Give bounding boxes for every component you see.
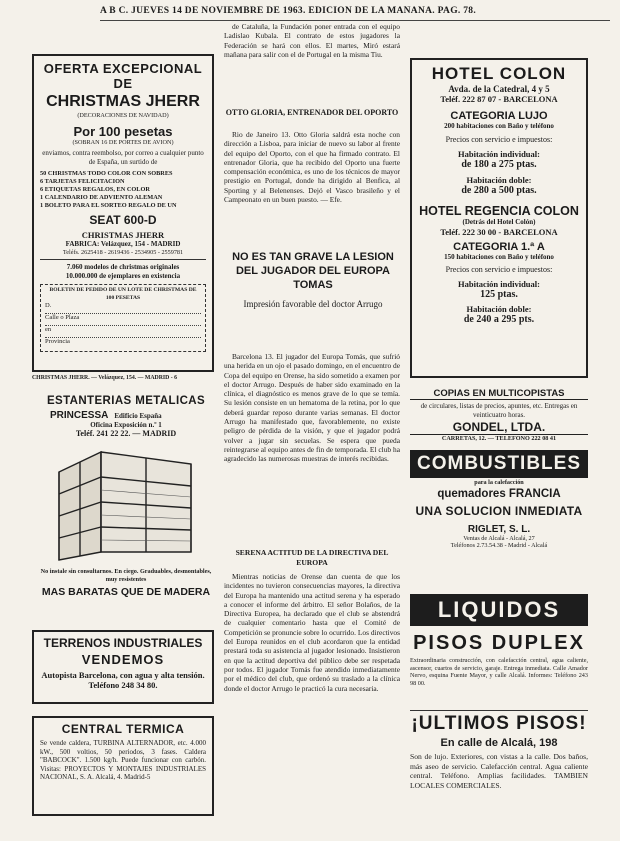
ad-christmas-stats1: 7.060 modelos de christmas originales	[66, 263, 180, 271]
order-coupon	[40, 284, 206, 352]
ad-christmas-price-note: (SOBRAN 16 DE PORTES DE AVION)	[72, 138, 174, 146]
hotel-regencia-prices-title: Precios con servicio e impuestos:	[445, 265, 553, 274]
ad-christmas-stats2: 10.000.000 de ejemplares en existencia	[65, 271, 181, 280]
combustibles-addr1: Ventas de Alcalá - Alcalá, 27	[463, 534, 535, 542]
hotel-colon-category: CATEGORIA LUJO	[450, 110, 548, 122]
article-gloria-headline: OTTO GLORIA, ENTRENADOR DEL OPORTO	[225, 108, 399, 117]
ad-liquidos: LIQUIDOS	[410, 594, 588, 626]
ad-terrenos	[32, 630, 214, 704]
ad-christmas	[32, 54, 214, 372]
hotel-regencia-category: CATEGORIA 1.ª A	[453, 240, 545, 253]
hotel-regencia-dbl-price: de 240 a 295 pts.	[463, 313, 535, 325]
copias-company: GONDEL, LTDA.	[452, 420, 546, 434]
ad-estanterias-slogan: MAS BARATAS QUE DE MADERA	[41, 586, 211, 598]
hotel-colon-prices-title: Precios con servicio e impuestos:	[445, 134, 553, 144]
ad-christmas-price: Por 100 pesetas	[73, 123, 173, 139]
hotel-colon-dbl-label: Habitación doble:	[466, 175, 532, 185]
hotel-regencia-ind-label: Habitación individual:	[458, 278, 540, 289]
ad-christmas-address: FABRICA: Velázquez, 154 - MADRID	[65, 240, 181, 248]
hotel-regencia-ind-price: 125 ptas.	[480, 288, 518, 300]
coupon-field-province[interactable]: Provincia	[45, 338, 70, 345]
hotel-regencia-dbl-label: Habitación doble:	[466, 303, 532, 314]
ad-christmas-intro: enviamos, contra reembolso, por correo a cualquier punto de España, un surtido de	[42, 149, 204, 166]
combustibles-company: RIGLET, S. L.	[467, 523, 531, 535]
ad-estanterias-note: No instale sin consultarnos. En ciego. Graduables, desmontables, muy resistentes	[40, 568, 212, 583]
hotel-colon-name: HOTEL COLON	[431, 64, 567, 83]
ad-christmas-footer: CHRISTMAS JHERR. — Velázquez, 154. — MADRID - 6	[32, 375, 178, 381]
ad-terrenos-text: Autopista Barcelona, con agua y alta tensión. Teléfono 248 34 80.	[41, 670, 205, 690]
ad-christmas-item: 50 CHRISTMAS TODO COLOR CON SOBRES	[40, 170, 173, 177]
article-main-headline1: NO ES TAN GRAVE LA LESION	[232, 251, 394, 263]
article-main-headline4: SERENA ACTITUD DE LA DIRECTIVA DEL EUROPA	[235, 548, 389, 567]
article-main-body1	[224, 352, 400, 542]
ad-estanterias-title: ESTANTERIAS METALICAS	[46, 395, 206, 407]
coupon-field-town[interactable]: en	[45, 326, 201, 338]
article-main-headline2: DEL JUGADOR DEL EUROPA	[235, 265, 391, 277]
ad-estanterias-line1: Edificio España	[114, 412, 162, 420]
ad-christmas-phones: Teléfs. 2625418 - 2619436 - 2534905 - 2559781	[62, 248, 184, 256]
combustibles-sub: para la calefacción	[474, 479, 524, 486]
article-top	[224, 22, 400, 104]
copias-address: CARRETAS, 12. — TELEFONO 222 08 41	[410, 434, 588, 443]
ad-christmas-items	[40, 170, 206, 210]
ad-estanterias-line2: Oficina Exposición n.º 1	[90, 421, 162, 429]
ad-hotel-colon	[410, 58, 588, 378]
hotel-colon-ind-label: Habitación individual:	[458, 149, 540, 159]
ad-estanterias-company: PRINCESSA	[50, 410, 109, 421]
shelving-illustration	[51, 442, 201, 564]
article-main-subhead: Impresión favorable del doctor Arrugo	[243, 299, 383, 309]
hotel-regencia-phone: Teléf. 222 30 00 - BARCELONA	[440, 226, 558, 237]
article-main-text1: Barcelona 13. El jugador del Europa Tomás, que sufrió una herida en un ojo el pasado domingo, en el encuentro de Copa del equipo en Orense, ha sido sometido a examen por el doctor Arrugo. Después de haber sido examinado en la clínica, el diagnóstico es menos grave de lo que se temía. Su lesión consiste en un hematoma de la retina, por lo que deberá guardar reposo durante varias semanas. El doctor Arrugo ha manifestado que, favorablemente, no existe peligro de pérdida de la visión, y que el jugador podrá volver a jugar sin secuelas. Se espera que pueda reintegrarse al equipo antes de fin de temporada. El club ha agradecido las numerosas muestras de interés recibidas.	[224, 352, 400, 464]
article-main-body2	[224, 572, 400, 828]
hotel-colon-ind-price: de 180 a 275 ptas.	[461, 159, 537, 170]
combustibles-line1: quemadores FRANCIA	[437, 487, 561, 500]
ad-christmas-brand: CHRISTMAS JHERR	[81, 230, 165, 240]
ad-christmas-subtitle: (DECORACIONES DE NAVIDAD)	[77, 112, 169, 119]
ad-ultimos-pisos	[410, 710, 588, 830]
article-main-headline3: TOMAS	[293, 279, 333, 291]
ad-terrenos-subtitle: VENDEMOS	[81, 652, 165, 667]
hotel-colon-phone: Teléf. 222 87 07 - BARCELONA	[440, 94, 558, 104]
article-gloria	[224, 130, 400, 245]
hotel-colon-address: Avda. de la Catedral, 4 y 5	[448, 84, 550, 94]
ad-central-title: CENTRAL TERMICA	[61, 722, 185, 736]
ad-terrenos-title: TERRENOS INDUSTRIALES	[43, 636, 203, 650]
ad-central-termica	[32, 716, 214, 816]
hotel-regencia-sub: (Detrás del Hotel Colón)	[462, 218, 536, 226]
ad-christmas-item: 1 BOLETO PARA EL SORTEO REGALO DE UN	[40, 202, 177, 209]
combustibles-addr2: Teléfonos 2.73.54.38 - Madrid - Alcalá	[450, 542, 548, 549]
hotel-regencia-rooms: 150 habitaciones con Baño y teléfono	[444, 252, 554, 261]
coupon-field-name[interactable]: D.	[45, 302, 201, 314]
ad-christmas-title2: CHRISTMAS JHERR	[46, 93, 200, 110]
ad-estanterias-phone: Teléf. 241 22 22. — MADRID	[75, 428, 177, 438]
ad-christmas-item: 1 CALENDARIO DE ADVIENTO ALEMAN	[40, 194, 163, 201]
ad-estanterias	[36, 395, 216, 627]
copias-title: COPIAS EN MULTICOPISTAS	[410, 388, 588, 400]
pisos-duplex-title: PISOS DUPLEX	[413, 632, 585, 654]
combustibles-title: COMBUSTIBLES	[410, 450, 588, 478]
coupon-field-street[interactable]: Calle o Plaza	[45, 314, 201, 326]
ad-christmas-item: 6 ETIQUETAS REGALOS, EN COLOR	[40, 186, 150, 193]
ad-copias	[410, 388, 588, 444]
page-header: A B C. JUEVES 14 DE NOVIEMBRE DE 1963. EDICION DE LA MAÑANA. PAG. 78.	[100, 6, 610, 21]
hotel-colon-dbl-price: de 280 a 500 ptas.	[461, 185, 537, 196]
combustibles-line2: UNA SOLUCION INMEDIATA	[415, 503, 583, 518]
ad-central-text: Se vende caldera, TURBINA ALTERNADOR, etc. 4.000 kW., 500 voltios, 50 periodos, 3 fases. Caldera "BABCOCK". 1.500 kg/h. Puede funcionar con carbón. Visitas: PROYECTOS Y MONTAJES INDUSTRIALES NACIONAL, S. A. Alcalá, 4. Madrid-5	[40, 739, 206, 781]
ultimos-text: Son de lujo. Exteriores, con vistas a la calle. Dos baños, más aseo de servicio. Calefacción central. Agua caliente central. Teléfono. Amplias facilidades. TAMBIEN LOCALES COMERCIALES.	[410, 752, 588, 790]
ultimos-location: En calle de Alcalá, 198	[440, 737, 558, 749]
article-gloria-text: Rio de Janeiro 13. Otto Gloria saldrá esta noche con dirección a Lisboa, para iniciar de nuevo su labor al frente del equipo del Oporto, con el que ha firmado contrato. El entrenador Gloria, que ha recibido del Oporto una fuerte compensación económica, es uno de los técnicos de mayor prestigio en Portugal, donde ha dirigido al Benfica, al Sporting y al Belenenses. Dejó el Vasco brasileño y el Campeonato en un buen puesto. — Efe.	[224, 130, 400, 205]
coupon-title: BOLETIN DE PEDIDO DE UN LOTE DE CHRISTMAS DE 100 PESETAS	[49, 287, 197, 301]
article-main-headline	[224, 250, 402, 310]
pisos-duplex-text: Extraordinaria construcción, con calefacción central, agua caliente, ascensor, cuartos de servicio, garaje. Entrega inmediata. Calle Amador Nervo, esquina Fuente Mayor, y calle Alcalá. Informes: Teléfono 243 98 00.	[410, 657, 588, 687]
hotel-regencia-name: HOTEL REGENCIA COLON	[419, 204, 579, 218]
ultimos-title: ¡ULTIMOS PISOS!	[411, 713, 587, 734]
ad-christmas-title1: OFERTA EXCEPCIONAL DE	[43, 61, 203, 91]
ad-combustibles	[410, 450, 588, 580]
copias-text: de circulares, listas de precios, apuntes, etc. Entregas en veinticuatro horas.	[420, 402, 578, 419]
article-top-text: de Cataluña, la Fundación poner entrada con el equipo Ladislao Kubala. El contrato de estos jugadores la Federación se hará con ellos. El martes, Miró estará mañana para salir con el de Portugal en la misma Tiu.	[224, 22, 400, 59]
hotel-colon-rooms: 200 habitaciones con Baño y teléfono	[444, 122, 554, 130]
article-main-text2: Mientras noticias de Orense dan cuenta de que los incidentes no tuvieron consecuencias mayores, la directiva del Europa ha mantenido una actitud serena y ha esperado a conocer el informe del árbitro. El señor Bolaños, de la Directiva Europea, ha declarado que el club se abstendrá de cualquier comentario hasta que el Comité de Competición se pronuncie sobre lo ocurrido. Los directivos del Europa reunidos en el club acordaron que la entidad prestará toda su asistencia al jugador lesionado. Insistieron en que la actitud deportiva del público debe ser respetada por todos. El jugador Tomás fue atendido inmediatamente por el médico del club, que ordenó su traslado a la clínica donde el doctor Arrugo le practicó la cura necesaria.	[224, 572, 400, 693]
ad-pisos-duplex	[410, 632, 588, 708]
ad-christmas-car: SEAT 600-D	[89, 213, 157, 227]
ad-christmas-item: 6 TARJETAS FELICITACION	[40, 178, 125, 185]
